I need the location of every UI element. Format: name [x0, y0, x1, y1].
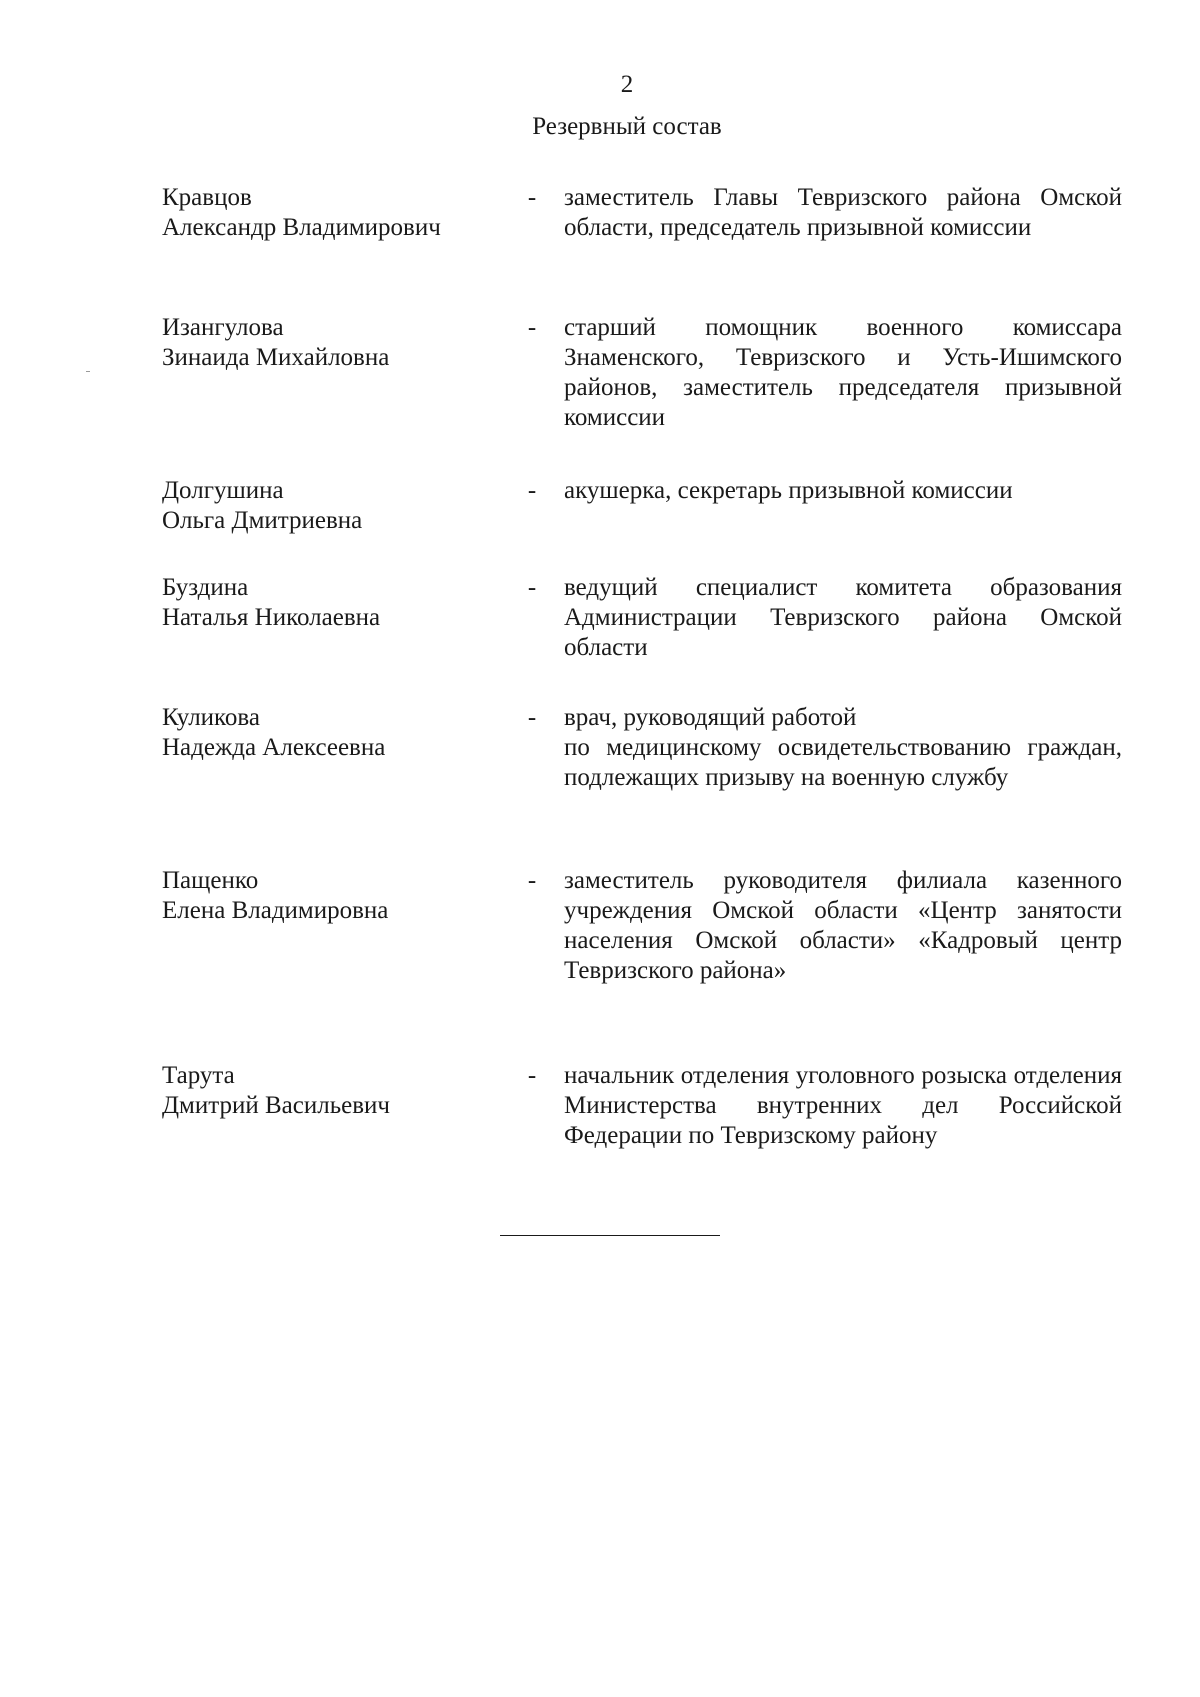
- scan-speck: [86, 371, 90, 372]
- member-given-names: Ольга Дмитриевна: [162, 507, 363, 534]
- member-given-names: Зинаида Михайловна: [162, 344, 390, 371]
- member-name: [162, 313, 502, 373]
- member-name: [162, 183, 502, 243]
- member-role: [564, 476, 1122, 506]
- member-role: [564, 183, 1122, 243]
- member-role-text: начальник отделения уголовного розыска отделения Министерства внутренних дел Российской Федерации по Тевризскому району: [564, 1062, 1122, 1149]
- member-role: [564, 866, 1122, 986]
- member-given-names: Александр Владимирович: [162, 214, 441, 241]
- member-dash: -: [527, 1062, 537, 1089]
- member-given-names: Дмитрий Васильевич: [162, 1092, 390, 1119]
- member-name: [162, 573, 502, 633]
- member-role-text: врач, руководящий работой: [564, 704, 857, 731]
- member-role-text: по медицинскому освидетельствованию граждан, подлежащих призыву на военную службу: [564, 734, 1122, 791]
- member-role: [564, 313, 1122, 433]
- member-dash: -: [527, 184, 537, 211]
- member-role-text: старший помощник военного комиссара Знаменского, Тевризского и Усть-Ишимского районов, заместитель председателя призывной комиссии: [564, 314, 1122, 431]
- member-role: [564, 1061, 1122, 1151]
- member-surname: Буздина: [162, 574, 249, 601]
- member-dash: -: [527, 704, 537, 731]
- member-role-text: заместитель Главы Тевризского района Омской области, председатель призывной комиссии: [564, 184, 1122, 241]
- member-given-names: Елена Владимировна: [162, 897, 389, 924]
- member-name: [162, 476, 502, 536]
- member-surname: Изангулова: [162, 314, 284, 341]
- page-number: 2: [620, 71, 634, 98]
- member-role: [564, 703, 1122, 793]
- section-title: Резервный состав: [532, 113, 722, 140]
- member-name: [162, 703, 502, 763]
- member-dash: -: [527, 867, 537, 894]
- member-surname: Пащенко: [162, 867, 259, 894]
- member-dash: -: [527, 477, 537, 504]
- member-role-text: ведущий специалист комитета образования Администрации Тевризского района Омской области: [564, 574, 1122, 661]
- member-role-text: заместитель руководителя филиала казенного учреждения Омской области «Центр занятости населения Омской области» «Кадровый центр Тевризского района»: [564, 867, 1122, 984]
- member-given-names: Надежда Алексеевна: [162, 734, 386, 761]
- member-surname: Тарута: [162, 1062, 235, 1089]
- end-rule: [500, 1235, 720, 1236]
- member-name: [162, 1061, 502, 1121]
- member-role-text: акушерка, секретарь призывной комиссии: [564, 477, 1013, 504]
- member-surname: Куликова: [162, 704, 260, 731]
- member-name: [162, 866, 502, 926]
- member-dash: -: [527, 574, 537, 601]
- member-surname: Кравцов: [162, 184, 252, 211]
- member-given-names: Наталья Николаевна: [162, 604, 381, 631]
- member-surname: Долгушина: [162, 477, 284, 504]
- member-role: [564, 573, 1122, 663]
- member-dash: -: [527, 314, 537, 341]
